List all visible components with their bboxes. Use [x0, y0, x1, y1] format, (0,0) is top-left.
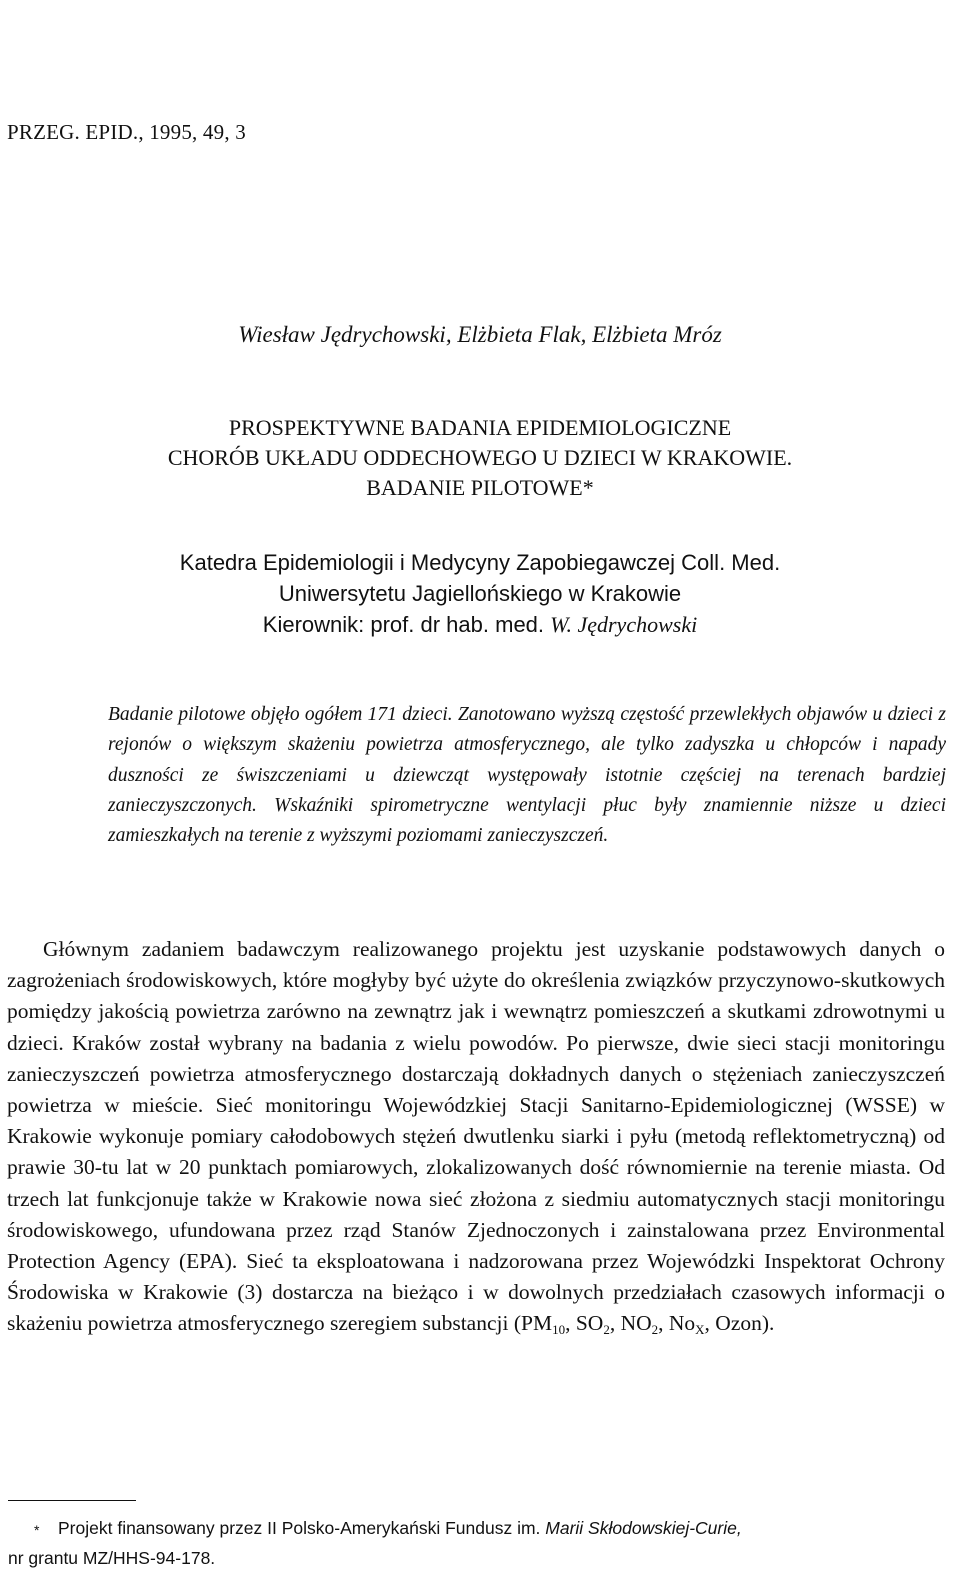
footnote-divider [8, 1500, 136, 1501]
footnote-line-2: nr grantu MZ/HHS-94-178. [8, 1548, 216, 1568]
affiliation-line-2: Uniwersytetu Jagiellońskiego w Krakowie [278, 581, 682, 606]
body-main-text: Głównym zadaniem badawczym realizowanego projektu jest uzyskanie podstawowych danych o zagrożeniach środowiskowych, które mogłyby być użyte do określenia związków przyczynowo-skutkowych pomiędzy jakością powietrza zarówno na zewnątrz jak i wewnątrz pomieszczeń a skutkami zdrowotnymi u dzieci. Kraków został wybrany na badania z wielu powodów. Po pierwsze, dwie sieci stacji monitoringu zanieczyszczeń powietrza atmosferycznego dostarczają dokładnych danych o stężeniach zanieczyszczeń powietrza w mieście. Sieć monitoringu Wojewódzkiej Stacji Sanitarno-Epidemiologicznej (WSSE) w Krakowie wykonuje pomiary całodobowych stężeń dwutlenku siarki i pyłu (metodą reflektometryczną) od prawie 30-tu lat w 20 punktach pomiarowych, zlokalizowanych dość równomiernie na terenie miasta. Od trzech lat funkcjonuje także w Krakowie nowa sieć złożona z siedmiu automatycznych stacji monitoringu środowiskowego, ufundowana przez rząd Stanów Zjednoczonych i zainstalowana przez Environmental Protection Agency (EPA). Sieć ta eksploatowana i nadzorowana przez Wojewódzki Inspektorat Ochrony Środowiska w Krakowie (3) dostarcza na bieżąco i w dowolnych przedziałach czasowych informacji o skażeniu powietrza atmosferycznego szeregiem substancji ( [7, 937, 945, 1336]
nox-label: No [668, 1311, 696, 1336]
so-subscript: 2 [603, 1322, 610, 1338]
nox-subscript: X [695, 1322, 705, 1338]
author-list: Wiesław Jędrychowski, Elżbieta Flak, Elżbieta Mróz [238, 322, 722, 347]
title-line-1: PROSPEKTYWNE BADANIA EPIDEMIOLOGICZNE [228, 415, 732, 440]
affiliation-head-prefix: Kierownik: prof. dr hab. med. [262, 612, 545, 637]
footnote-text-prefix: Projekt finansowany przez II Polsko-Amerykański Fundusz im. [58, 1518, 541, 1538]
journal-reference: PRZEG. EPID., 1995, 49, 3 [7, 120, 246, 144]
footnote [8, 1513, 948, 1573]
footnote-person-name: Marii Skłodowskiej-Curie, [545, 1518, 742, 1538]
separator-2: , [609, 1311, 621, 1336]
affiliation-head [40, 609, 920, 640]
affiliation [40, 547, 920, 640]
pm-subscript: 10 [552, 1322, 566, 1338]
no-subscript: 2 [651, 1322, 659, 1338]
title-line-3: BADANIE PILOTOWE* [366, 475, 594, 500]
affiliation-line-1: Katedra Epidemiologii i Medycyny Zapobiegawczej Coll. Med. [179, 550, 781, 575]
body-tail: , Ozon). [704, 1311, 775, 1336]
footnote-line-1 [36, 1513, 948, 1543]
pm-label: PM [521, 1311, 553, 1336]
title-line-2: CHORÓB UKŁADU ODDECHOWEGO U DZIECI W KRAKOWIE. [167, 445, 793, 470]
no-label: NO [620, 1311, 652, 1336]
abstract: Badanie pilotowe objęło ogółem 171 dzieci. Zanotowano wyższą częstość przewlekłych objawów u dzieci z rejonów o większym skażeniu powietrza atmosferycznego, ale tylko zadyszka u chłopców i napady duszności ze świszczeniami u dziewcząt występowały istotnie częściej na terenach bardziej zanieczyszczonych. Wskaźniki spirometryczne wentylacji płuc były znamiennie niższe u dzieci zamieszkałych na terenie z wyższymi poziomami zanieczyszczeń. [108, 704, 946, 847]
footnote-mark: * [34, 1522, 40, 1538]
affiliation-head-name: W. Jędrychowski [550, 612, 698, 637]
separator-3: , [658, 1311, 669, 1336]
so-label: SO [575, 1311, 604, 1336]
article-title [40, 413, 920, 503]
separator-1: , [565, 1311, 576, 1336]
body-paragraph [7, 934, 945, 1340]
